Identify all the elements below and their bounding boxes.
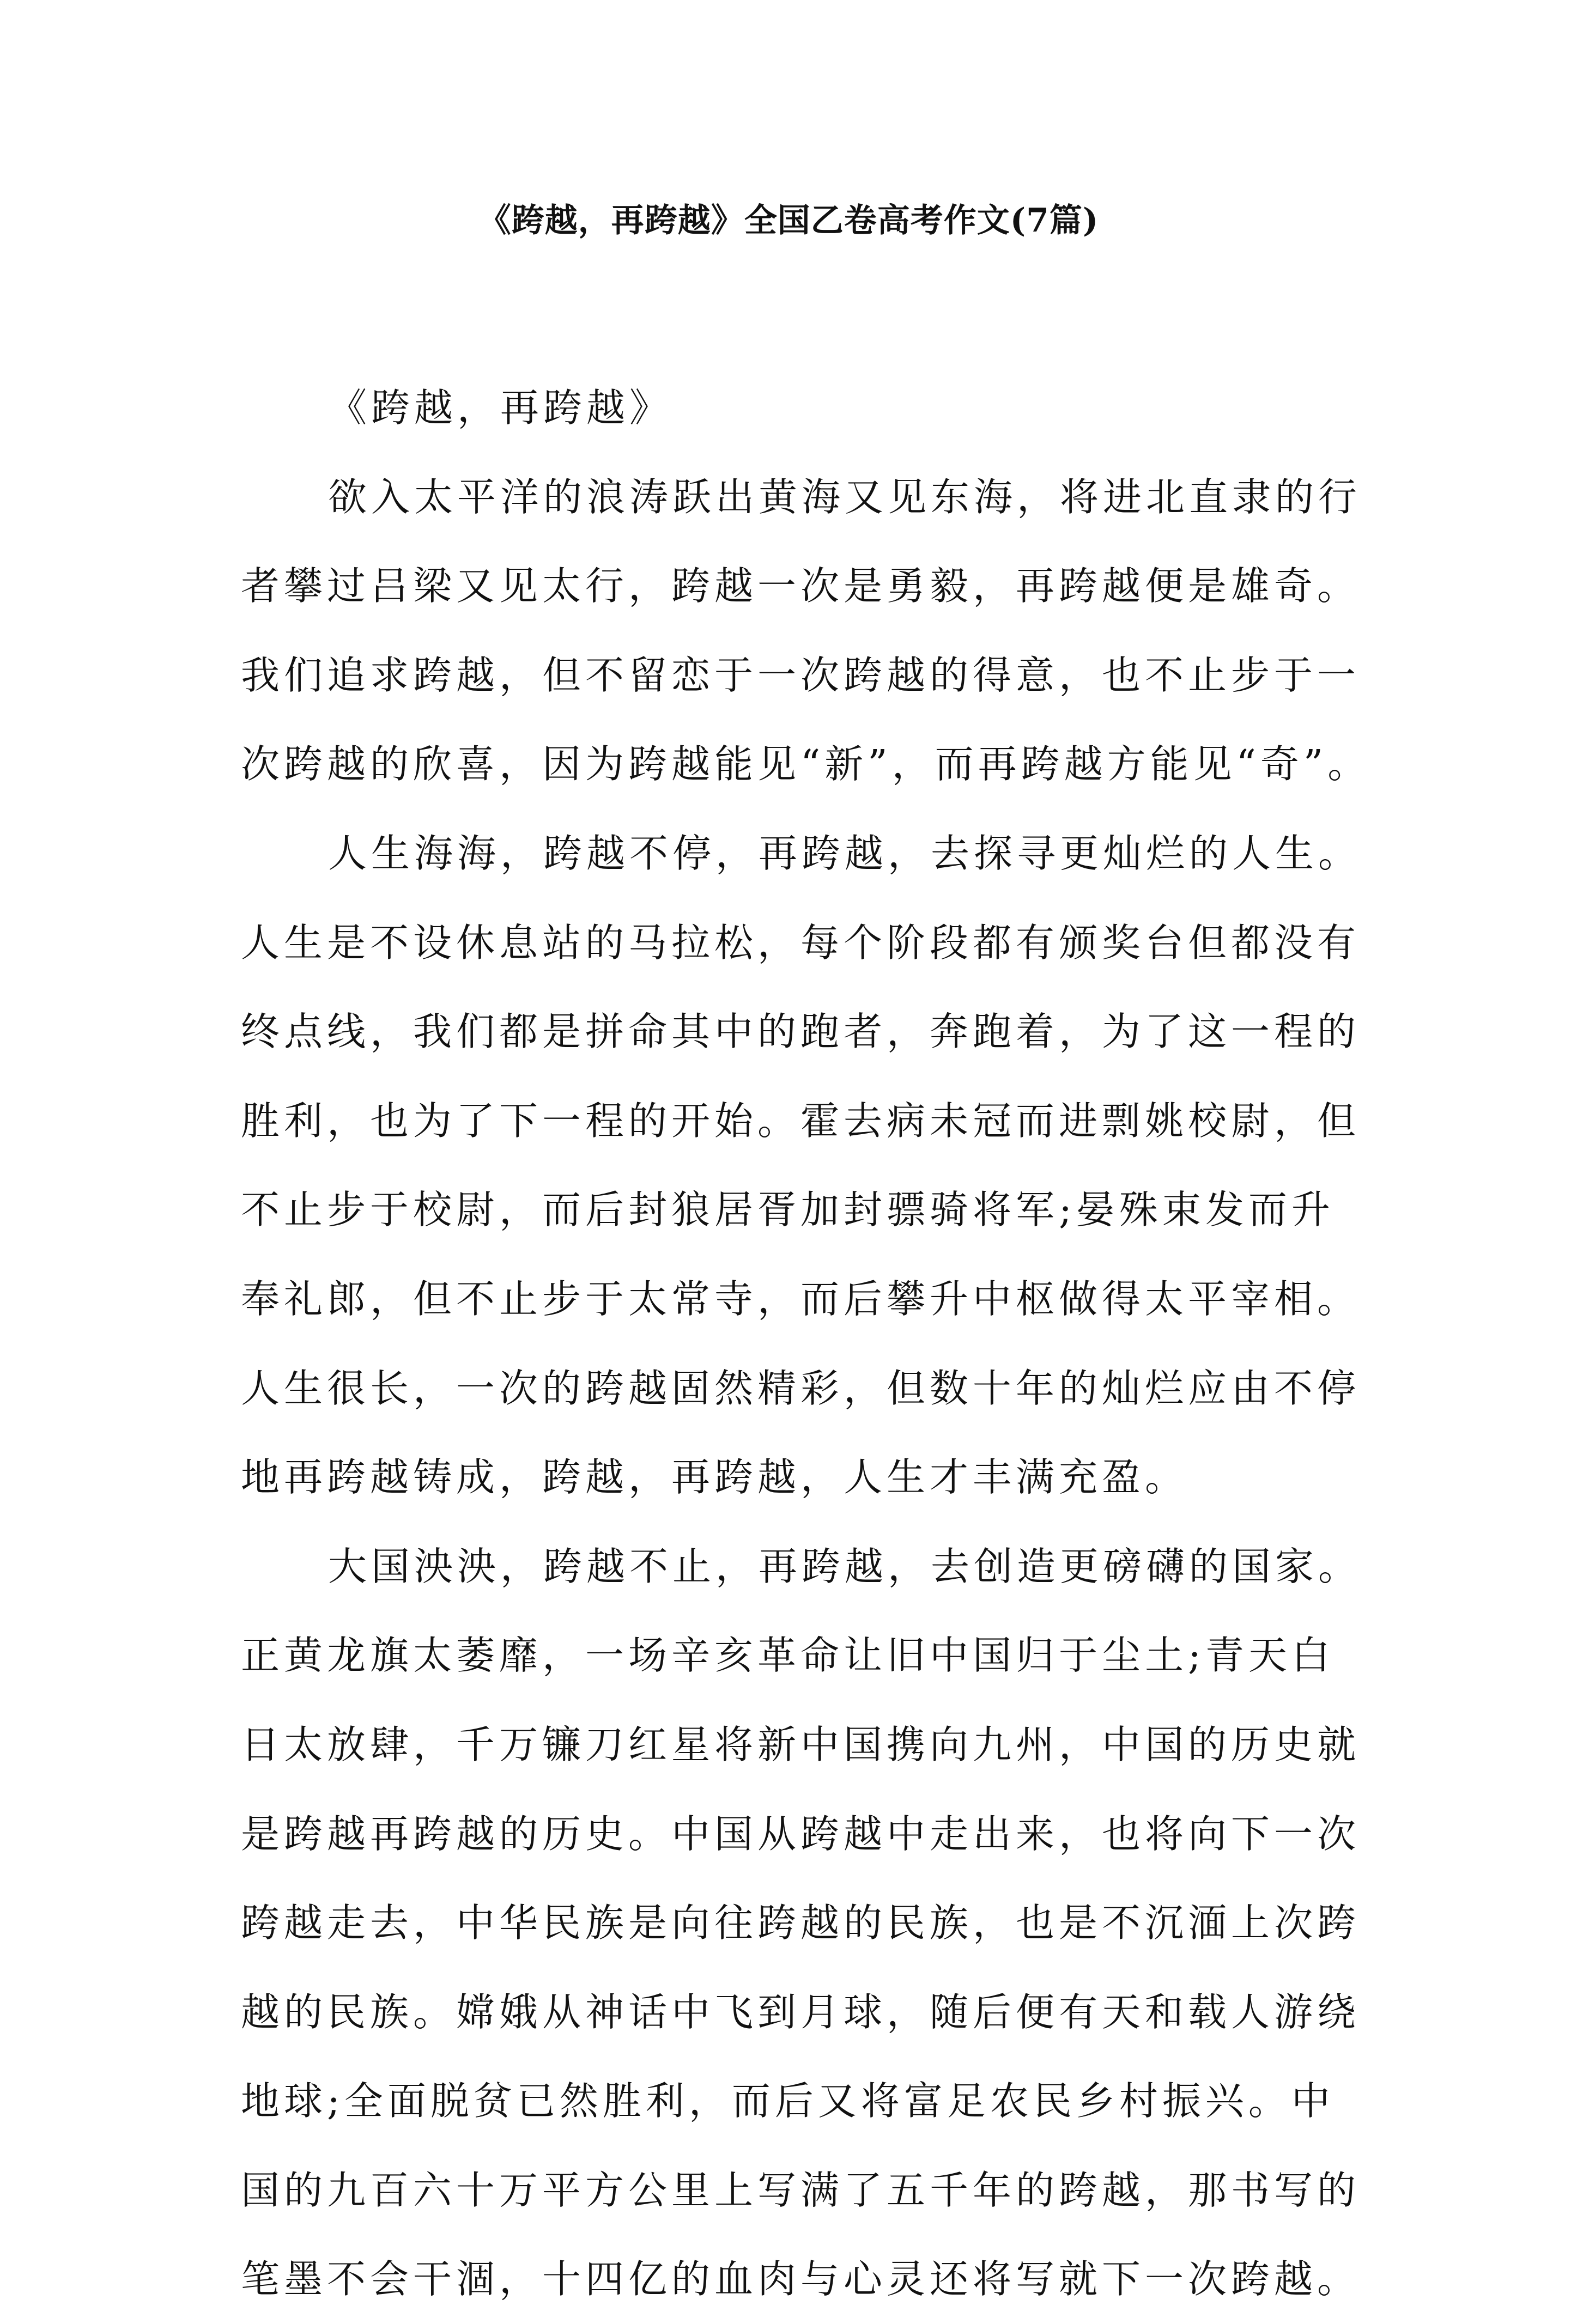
text-line: 人生是不设休息站的马拉松，每个阶段都有颁奖台但都没有 (241, 920, 1361, 965)
text-line: 胜利，也为了下一程的开始。霍去病未冠而进剽姚校尉，但 (241, 1098, 1361, 1143)
text-line: 正黄龙旗太萎靡，一场辛亥革命让旧中国归于尘土;青天白 (241, 1633, 1335, 1678)
text-line: 大国泱泱，跨越不止，再跨越，去创造更磅礴的国家。 (328, 1543, 1362, 1589)
text-line: 国的九百六十万平方公里上写满了五千年的跨越，那书写的 (241, 2167, 1361, 2213)
text-line: 跨越走去，中华民族是向往跨越的民族，也是不沉湎上次跨 (241, 1900, 1361, 1946)
text-line: 地再跨越铸成，跨越，再跨越，人生才丰满充盈。 (241, 1455, 1188, 1500)
text-line: 日太放肆，千万镰刀红星将新中国携向九州，中国的历史就 (241, 1721, 1361, 1767)
text-line: 《跨越，再跨越》 (328, 385, 673, 430)
document-body (241, 363, 1391, 2324)
text-line: 地球;全面脱贫已然胜利，而后又将富足农民乡村振兴。中 (241, 2078, 1335, 2124)
text-line: 我们追求跨越，但不留恋于一次跨越的得意，也不止步于一 (241, 652, 1361, 698)
text-line: 人生很长，一次的跨越固然精彩，但数十年的灿烂应由不停 (241, 1365, 1361, 1411)
text-line: 是跨越再跨越的历史。中国从跨越中走出来，也将向下一次 (241, 1811, 1361, 1857)
text-line: 越的民族。嫦娥从神话中飞到月球，随后便有天和载人游绕 (241, 1989, 1361, 2035)
text-line: 奉礼郎，但不止步于太常寺，而后攀升中枢做得太平宰相。 (241, 1276, 1361, 1322)
text-line: 笔墨不会干涸，十四亿的血肉与心灵还将写就下一次跨越。 (241, 2256, 1361, 2302)
text-line: 次跨越的欣喜，因为跨越能见“新”，而再跨越方能见“奇”。 (241, 741, 1371, 787)
text-line: 终点线，我们都是拼命其中的跑者，奔跑着，为了这一程的 (241, 1009, 1361, 1055)
text-line: 人生海海，跨越不停，再跨越，去探寻更灿烂的人生。 (328, 830, 1362, 876)
text-line: 者攀过吕梁又见太行，跨越一次是勇毅，再跨越便是雄奇。 (241, 563, 1361, 609)
text-line: 不止步于校尉，而后封狼居胥加封骠骑将军;晏殊束发而升 (241, 1187, 1335, 1233)
text-line: 欲入太平洋的浪涛跃出黄海又见东海，将进北直隶的行 (328, 474, 1362, 520)
document-title: 《跨越，再跨越》全国乙卷高考作文(7篇) (478, 202, 1099, 240)
